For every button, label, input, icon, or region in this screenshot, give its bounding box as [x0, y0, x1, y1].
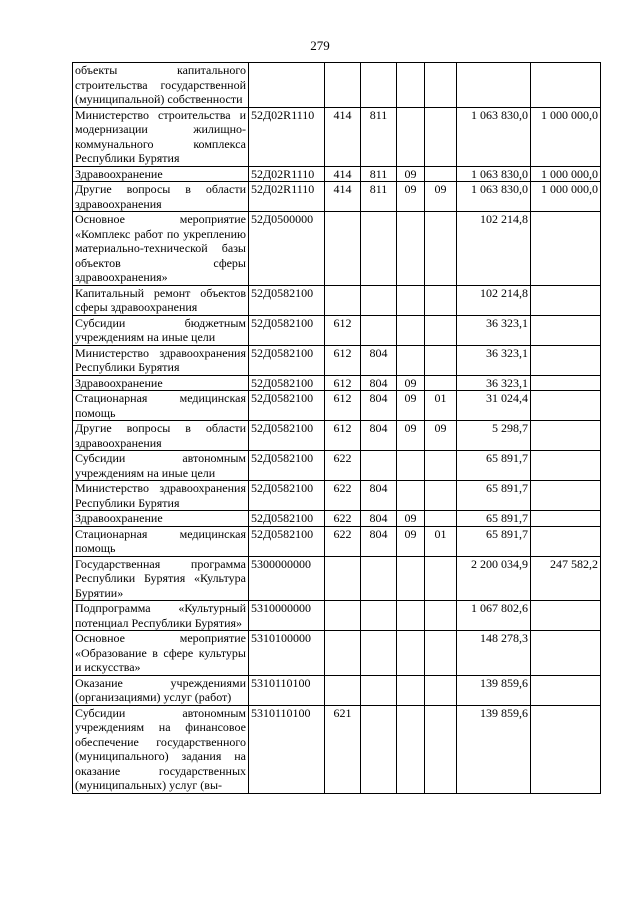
cell-amount: 139 859,6: [457, 705, 531, 793]
cell-expense-type: [325, 63, 361, 108]
cell-target-code: 52Д0582100: [249, 391, 325, 421]
cell-ministry-code: 804: [361, 511, 397, 527]
cell-subsection: [425, 63, 457, 108]
cell-ministry-code: 804: [361, 345, 397, 375]
cell-amount: 1 063 830,0: [457, 166, 531, 182]
cell-name: Основное мероприятие «Образование в сфере культуры и искусства»: [73, 631, 249, 676]
cell-amount-federal: [531, 391, 601, 421]
cell-target-code: 52Д02R1110: [249, 107, 325, 166]
cell-name: Субсидии автономным учреждениям на иные цели: [73, 451, 249, 481]
cell-target-code: 52Д02R1110: [249, 166, 325, 182]
cell-subsection: [425, 285, 457, 315]
table-row: [73, 391, 601, 421]
cell-amount: 65 891,7: [457, 526, 531, 556]
cell-amount-federal: [531, 705, 601, 793]
cell-target-code: 52Д0582100: [249, 451, 325, 481]
cell-name: Оказание учреждениями (организациями) услуг (работ): [73, 675, 249, 705]
cell-amount-federal: [531, 631, 601, 676]
cell-section: 09: [397, 166, 425, 182]
cell-name: Субсидии бюджетным учреждениям на иные цели: [73, 315, 249, 345]
cell-amount-federal: 1 000 000,0: [531, 182, 601, 212]
cell-ministry-code: 804: [361, 375, 397, 391]
cell-expense-type: 414: [325, 107, 361, 166]
cell-subsection: [425, 107, 457, 166]
table-row: [73, 285, 601, 315]
cell-name: Министерство здравоохранения Республики Бурятия: [73, 345, 249, 375]
cell-target-code: 5300000000: [249, 556, 325, 601]
cell-amount-federal: 247 582,2: [531, 556, 601, 601]
cell-amount-federal: [531, 315, 601, 345]
cell-ministry-code: 804: [361, 526, 397, 556]
cell-name: Здравоохранение: [73, 166, 249, 182]
cell-amount: 36 323,1: [457, 375, 531, 391]
cell-amount-federal: 1 000 000,0: [531, 107, 601, 166]
cell-amount: 1 067 802,6: [457, 601, 531, 631]
cell-name: объекты капитального строительства государственной (муниципальной) собственности: [73, 63, 249, 108]
cell-expense-type: 622: [325, 511, 361, 527]
cell-amount-federal: [531, 375, 601, 391]
cell-ministry-code: [361, 601, 397, 631]
cell-section: 09: [397, 391, 425, 421]
cell-amount-federal: [531, 675, 601, 705]
cell-expense-type: [325, 631, 361, 676]
cell-expense-type: 612: [325, 345, 361, 375]
cell-ministry-code: 811: [361, 107, 397, 166]
cell-ministry-code: 811: [361, 166, 397, 182]
cell-amount-federal: [531, 345, 601, 375]
cell-amount-federal: [531, 421, 601, 451]
cell-target-code: 52Д0582100: [249, 526, 325, 556]
table-row: [73, 511, 601, 527]
cell-section: [397, 675, 425, 705]
cell-section: [397, 556, 425, 601]
table-row: [73, 315, 601, 345]
table-row: [73, 421, 601, 451]
cell-target-code: 52Д0582100: [249, 511, 325, 527]
cell-amount: 139 859,6: [457, 675, 531, 705]
cell-target-code: 52Д0582100: [249, 315, 325, 345]
table-row: [73, 526, 601, 556]
cell-amount: 65 891,7: [457, 511, 531, 527]
cell-ministry-code: [361, 631, 397, 676]
cell-section: [397, 315, 425, 345]
cell-amount-federal: [531, 63, 601, 108]
cell-subsection: [425, 166, 457, 182]
cell-amount: 148 278,3: [457, 631, 531, 676]
cell-section: 09: [397, 182, 425, 212]
cell-subsection: 01: [425, 526, 457, 556]
cell-amount-federal: [531, 212, 601, 286]
cell-amount-federal: [531, 481, 601, 511]
cell-expense-type: [325, 601, 361, 631]
table-row: [73, 212, 601, 286]
table-row: [73, 451, 601, 481]
cell-subsection: [425, 212, 457, 286]
cell-amount: 1 063 830,0: [457, 107, 531, 166]
cell-ministry-code: [361, 285, 397, 315]
cell-target-code: 5310100000: [249, 631, 325, 676]
table-row: [73, 556, 601, 601]
cell-expense-type: 622: [325, 526, 361, 556]
cell-amount-federal: 1 000 000,0: [531, 166, 601, 182]
cell-section: [397, 212, 425, 286]
cell-expense-type: 612: [325, 315, 361, 345]
cell-amount: 65 891,7: [457, 481, 531, 511]
table-row: [73, 481, 601, 511]
cell-target-code: 52Д02R1110: [249, 182, 325, 212]
cell-target-code: 52Д0500000: [249, 212, 325, 286]
cell-name: Подпрограмма «Культурный потенциал Республики Бурятия»: [73, 601, 249, 631]
cell-target-code: 52Д0582100: [249, 345, 325, 375]
cell-subsection: [425, 451, 457, 481]
cell-amount-federal: [531, 601, 601, 631]
cell-target-code: 52Д0582100: [249, 481, 325, 511]
cell-ministry-code: [361, 315, 397, 345]
cell-name: Здравоохранение: [73, 375, 249, 391]
cell-target-code: 52Д0582100: [249, 421, 325, 451]
cell-ministry-code: [361, 451, 397, 481]
cell-amount-federal: [531, 526, 601, 556]
cell-subsection: [425, 481, 457, 511]
cell-ministry-code: [361, 556, 397, 601]
cell-expense-type: [325, 556, 361, 601]
cell-name: Стационарная медицинская помощь: [73, 526, 249, 556]
table-row: [73, 601, 601, 631]
cell-amount-federal: [531, 285, 601, 315]
cell-amount: [457, 63, 531, 108]
cell-expense-type: [325, 675, 361, 705]
cell-section: [397, 601, 425, 631]
table-row: [73, 675, 601, 705]
cell-section: 09: [397, 511, 425, 527]
cell-expense-type: 622: [325, 481, 361, 511]
cell-section: [397, 705, 425, 793]
cell-section: 09: [397, 421, 425, 451]
table-row: [73, 63, 601, 108]
cell-expense-type: 612: [325, 391, 361, 421]
cell-amount-federal: [531, 511, 601, 527]
cell-name: Министерство здравоохранения Республики Бурятия: [73, 481, 249, 511]
cell-name: Основное мероприятие «Комплекс работ по укреплению материально-технической базы объектов сферы здравоохранения»: [73, 212, 249, 286]
table-row: [73, 107, 601, 166]
cell-expense-type: [325, 285, 361, 315]
cell-subsection: [425, 675, 457, 705]
cell-section: 09: [397, 375, 425, 391]
table-body: [73, 63, 601, 794]
cell-amount: 102 214,8: [457, 212, 531, 286]
cell-name: Здравоохранение: [73, 511, 249, 527]
cell-section: [397, 63, 425, 108]
cell-target-code: 52Д0582100: [249, 285, 325, 315]
cell-amount: 5 298,7: [457, 421, 531, 451]
cell-subsection: [425, 631, 457, 676]
cell-section: [397, 107, 425, 166]
cell-expense-type: 612: [325, 375, 361, 391]
cell-amount: 2 200 034,9: [457, 556, 531, 601]
cell-name: Государственная программа Республики Бурятия «Культура Бурятии»: [73, 556, 249, 601]
cell-subsection: [425, 315, 457, 345]
cell-name: Другие вопросы в области здравоохранения: [73, 182, 249, 212]
cell-subsection: [425, 511, 457, 527]
cell-subsection: 09: [425, 182, 457, 212]
cell-amount: 102 214,8: [457, 285, 531, 315]
table-row: [73, 166, 601, 182]
table-row: [73, 631, 601, 676]
table-row: [73, 375, 601, 391]
cell-target-code: 5310110100: [249, 675, 325, 705]
cell-section: [397, 285, 425, 315]
cell-expense-type: 622: [325, 451, 361, 481]
table-row: [73, 345, 601, 375]
cell-expense-type: 621: [325, 705, 361, 793]
cell-target-code: 5310110100: [249, 705, 325, 793]
cell-name: Капитальный ремонт объектов сферы здравоохранения: [73, 285, 249, 315]
cell-ministry-code: [361, 212, 397, 286]
cell-expense-type: 612: [325, 421, 361, 451]
cell-ministry-code: [361, 705, 397, 793]
page-number: 279: [310, 38, 330, 53]
cell-amount: 1 063 830,0: [457, 182, 531, 212]
cell-subsection: 09: [425, 421, 457, 451]
cell-section: [397, 345, 425, 375]
cell-subsection: 01: [425, 391, 457, 421]
cell-amount-federal: [531, 451, 601, 481]
cell-name: Другие вопросы в области здравоохранения: [73, 421, 249, 451]
cell-subsection: [425, 705, 457, 793]
cell-ministry-code: 804: [361, 421, 397, 451]
cell-amount: 31 024,4: [457, 391, 531, 421]
cell-amount: 36 323,1: [457, 345, 531, 375]
cell-expense-type: 414: [325, 182, 361, 212]
cell-ministry-code: 804: [361, 481, 397, 511]
cell-target-code: [249, 63, 325, 108]
cell-ministry-code: 804: [361, 391, 397, 421]
cell-section: [397, 631, 425, 676]
cell-target-code: 52Д0582100: [249, 375, 325, 391]
table-row: [73, 182, 601, 212]
table-row: [73, 705, 601, 793]
cell-name: Субсидии автономным учреждениям на финансовое обеспечение государственного (муниципального) задания на оказание государственных (муниципальных) услуг (вы-: [73, 705, 249, 793]
cell-name: Министерство строительства и модернизации жилищно-коммунального комплекса Республики Бурятия: [73, 107, 249, 166]
cell-target-code: 5310000000: [249, 601, 325, 631]
cell-subsection: [425, 601, 457, 631]
cell-name: Стационарная медицинская помощь: [73, 391, 249, 421]
cell-amount: 36 323,1: [457, 315, 531, 345]
cell-section: [397, 481, 425, 511]
cell-subsection: [425, 375, 457, 391]
cell-ministry-code: 811: [361, 182, 397, 212]
cell-amount: 65 891,7: [457, 451, 531, 481]
cell-section: 09: [397, 526, 425, 556]
cell-subsection: [425, 345, 457, 375]
cell-ministry-code: [361, 63, 397, 108]
cell-subsection: [425, 556, 457, 601]
cell-ministry-code: [361, 675, 397, 705]
cell-section: [397, 451, 425, 481]
cell-expense-type: [325, 212, 361, 286]
cell-expense-type: 414: [325, 166, 361, 182]
budget-table: [72, 62, 601, 794]
